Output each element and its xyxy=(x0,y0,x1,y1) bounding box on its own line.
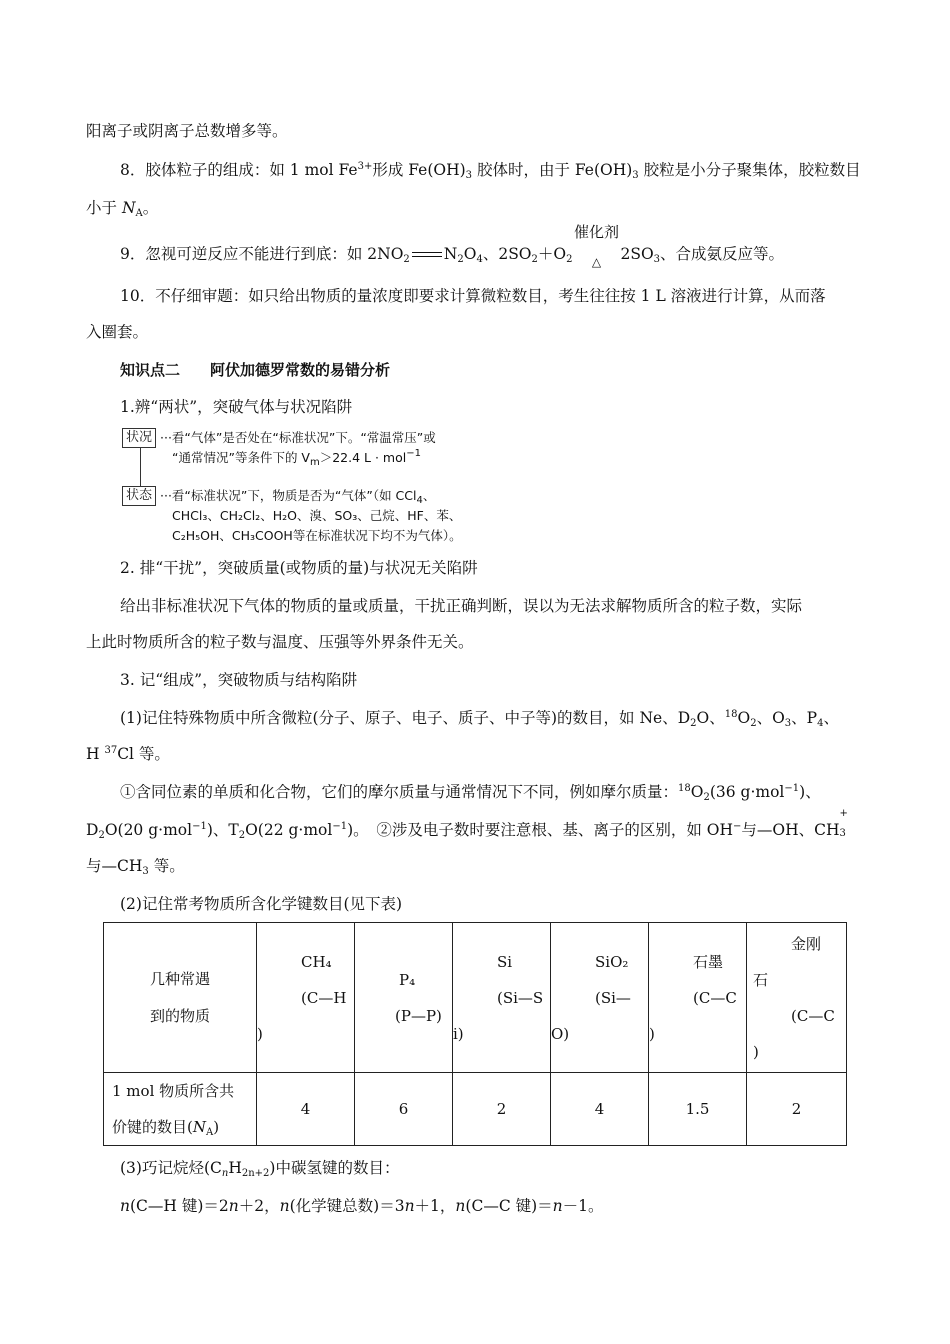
subsection-3-1-line2: H $^{37}$Cl 等。 xyxy=(86,745,170,763)
diagram-connector xyxy=(140,448,141,486)
item-9: 9．忽视可逆反应不能进行到底：如 $2NO_2$ $N_2O_4$、$2SO_2+O_2$ 催化剂 △ $2SO_3$、合成氨反应等。 xyxy=(120,223,785,269)
subsection-3-3-title: (3)巧记烷烃$(C_nH_{2n+2})$中碳氢键的数目： xyxy=(120,1159,400,1179)
table-header-cell: SiO₂ (Si— O) xyxy=(551,923,649,1073)
subsection-3-title: 3. 记“组成”，突破物质与结构陷阱 xyxy=(120,671,358,689)
table-cell: 4 xyxy=(551,1073,649,1146)
reversible-arrow-icon xyxy=(410,250,444,260)
catalyst-arrow: 催化剂 △ xyxy=(573,223,619,269)
table-header-cell: P₄ (P—P) xyxy=(355,923,453,1073)
diagram-box-condition: 状况 xyxy=(122,428,156,448)
diagram-text-5: C₂H₅OH、CH₃COOH等在标准状况下均不为气体）。 xyxy=(172,528,462,543)
subsection-2-para-line1: 给出非标准状况下气体的物质的量或质量，干扰正确判断，误以为无法求解物质所含的粒子数，实际 xyxy=(120,597,803,615)
subsection-1-title: 1.辨“两状”，突破气体与状况陷阱 xyxy=(120,398,353,416)
item-10-line1: 10．不仔细审题：如只给出物质的量浓度即要求计算微粒数目，考生往往按 1 L 溶液进行计算，从而落 xyxy=(120,287,826,305)
item-8-line1: 8．胶体粒子的组成：如 1 mol $Fe^{3+}$形成 $Fe(OH)_3$ 胶体时，由于 $Fe(OH)_3$ 胶粒是小分子聚集体，胶粒数目 xyxy=(120,161,861,181)
note-1: ①含同位素的单质和化合物，它们的摩尔质量与通常情况下不同，例如摩尔质量：$^{18}O_2(36$ g·mol$^{-1}$)、 xyxy=(120,783,821,803)
table-header-row xyxy=(104,923,847,1073)
table-cell: 1.5 xyxy=(649,1073,747,1146)
table-cell: 2 xyxy=(453,1073,551,1146)
item-10-line2: 入圈套。 xyxy=(86,323,149,341)
table-cell: 4 xyxy=(257,1073,355,1146)
subsection-3-1-line1: (1)记住特殊物质中所含微粒(分子、原子、电子、质子、中子等)的数目，如 Ne、$D_2O$、$^{18}O_2$、$O_3$、$P_4$、 xyxy=(120,709,839,729)
diagram-box-state: 状态 xyxy=(122,486,156,506)
bond-count-table xyxy=(103,922,847,1146)
paragraph-continuation: 阳离子或阴离子总数增多等。 xyxy=(86,122,288,140)
table-header-cell: 石墨 (C—C ) xyxy=(649,923,747,1073)
diagram-text-2: “通常情况”等条件下的 $V_m>22.4$ L · mol$^{-1}$ xyxy=(172,448,421,468)
diagram-text-1: ···看“气体”是否处在“标准状况”下。“常温常压”或 xyxy=(160,430,436,445)
table-row xyxy=(104,1073,847,1146)
table-cell: 2 xyxy=(747,1073,847,1146)
subsection-2-title: 2. 排“干扰”，突破质量(或物质的量)与状况无关陷阱 xyxy=(120,559,478,577)
subsection-3-2-title: (2)记住常考物质所含化学键数目(见下表) xyxy=(120,895,403,913)
section-title: 知识点二 阿伏加德罗常数的易错分析 xyxy=(120,361,391,379)
diagram-text-4: CHCl₃、CH₂Cl₂、H₂O、溴、SO₃、己烷、HF、苯、 xyxy=(172,508,462,523)
table-header-cell: Si (Si—S i) xyxy=(453,923,551,1073)
table-header-cell: CH₄ (C—H ) xyxy=(257,923,355,1073)
table-header-cell: 金刚 石 (C—C ) xyxy=(747,923,847,1073)
subsection-2-para-line2: 上此时物质所含的粒子数与温度、压强等外界条件无关。 xyxy=(86,633,474,651)
table-header-cell: 几种常遇 到的物质 xyxy=(104,923,257,1073)
diagram-text-3: ···看“标准状况”下，物质是否为“气体”（如 CCl$_4$、 xyxy=(160,488,436,506)
table-cell: 6 xyxy=(355,1073,453,1146)
table-row-label: 1 mol 物质所含共 价键的数目$(N_A)$ xyxy=(104,1073,257,1146)
item-8-line2: 小于 $N_A$。 xyxy=(86,199,159,219)
formula-line: n(C—H 键)＝2n＋2，n(化学键总数)＝3n＋1，n(C—C 键)＝n－1。 xyxy=(120,1197,604,1215)
note-2-cont: 与$—CH_3$ 等。 xyxy=(86,857,185,877)
note-2: $D_2O(20$ g·mol$^{-1}$)、$T_2O(22$ g·mol$^{-1}$)。 ②涉及电子数时要注意根、基、离子的区别，如 OH−与—OH、CH + 3 xyxy=(86,808,848,841)
